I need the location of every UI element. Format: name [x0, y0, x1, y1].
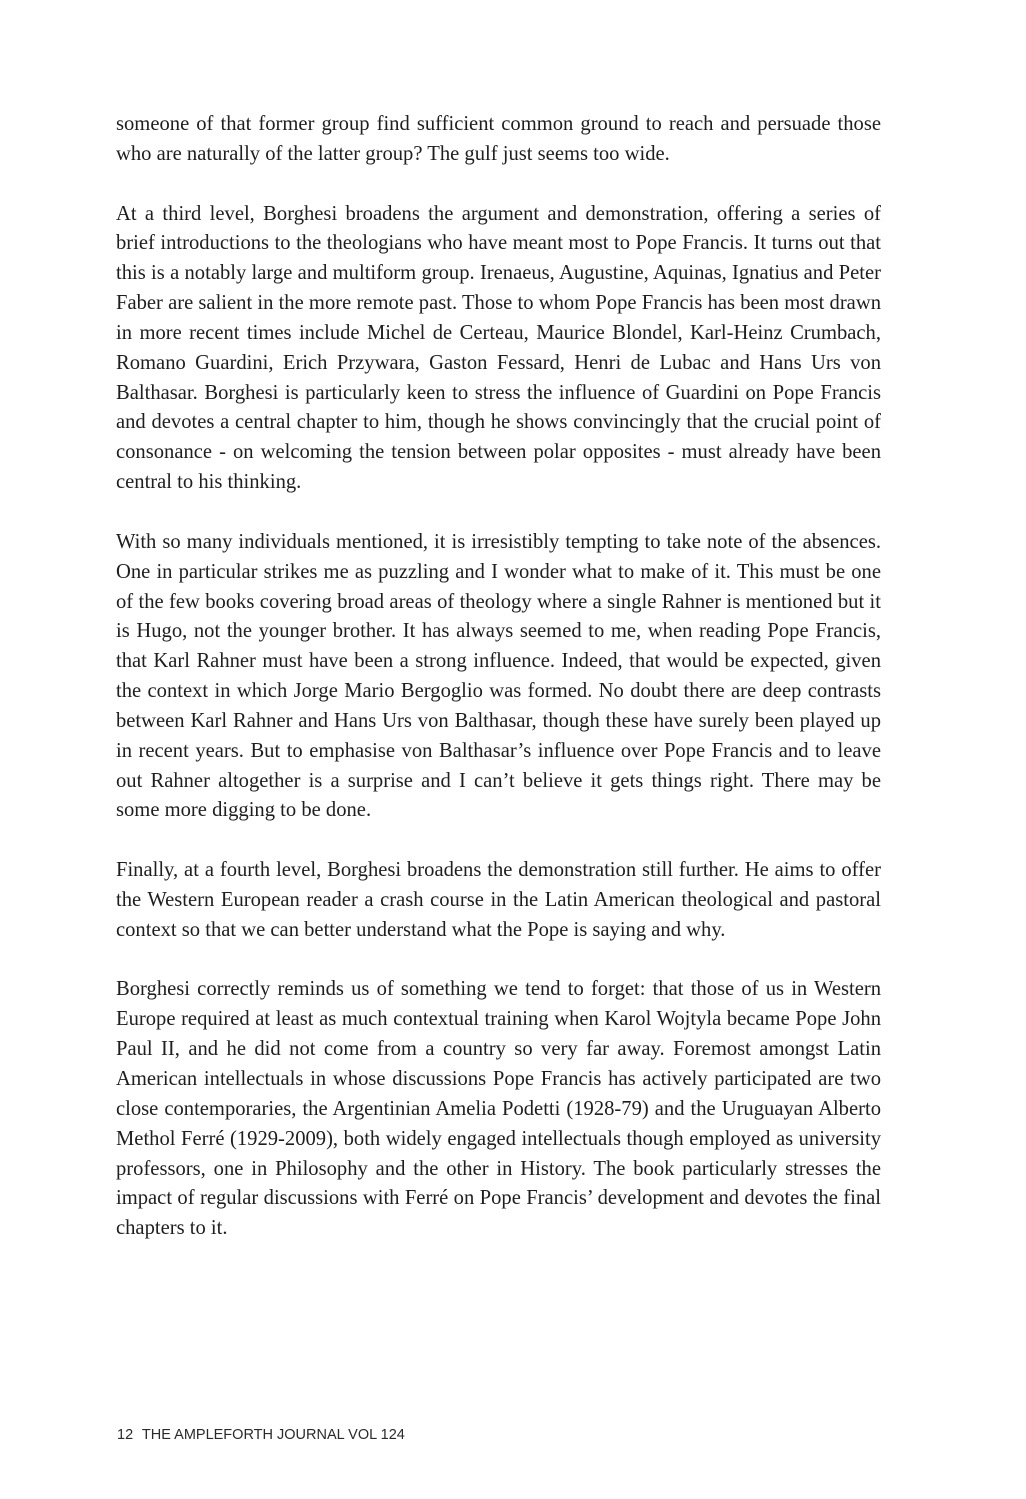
page-footer — [117, 1427, 405, 1443]
paragraph: Finally, at a fourth level, Borghesi broadens the demonstration still further. He aims to offer the Western European reader a crash course in the Latin American theological and pastoral context so that we can better understand what the Pope is saying and why. — [116, 859, 881, 941]
paragraph: At a third level, Borghesi broadens the argument and demonstration, offering a series of brief introductions to the theologians who have meant most to Pope Francis. It turns out that this is a notably large and multiform group. Irenaeus, Augustine, Aquinas, Ignatius and Peter Faber are salient in the more remote past. Those to whom Pope Francis has been most drawn in more recent times include Michel de Certeau, Maurice Blondel, Karl-Heinz Crumbach, Romano Guardini, Erich Przywara, Gaston Fessard, Henri de Lubac and Hans Urs von Balthasar. Borghesi is particularly keen to stress the influence of Guardini on Pope Francis and devotes a central chapter to him, though he shows convincingly that the crucial point of consonance - on welcoming the tension between polar opposites - must already have been central to his thinking. — [116, 202, 881, 494]
page-number: 12 — [117, 1427, 134, 1443]
running-title: THE AMPLEFORTH JOURNAL VOL 124 — [141, 1427, 405, 1443]
paragraph: someone of that former group find sufficient common ground to reach and persuade those who are naturally of the latter group? The gulf just seems too wide. — [116, 113, 881, 165]
paragraph: With so many individuals mentioned, it is irresistibly tempting to take note of the absences. One in particular strikes me as puzzling and I wonder what to make of it. This must be one of the few books covering broad areas of theology where a single Rahner is mentioned but it is Hugo, not the younger brother. It has always seemed to me, when reading Pope Francis, that Karl Rahner must have been a strong influence. Indeed, that would be expected, given the context in which Jorge Mario Bergoglio was formed. No doubt there are deep contrasts between Karl Rahner and Hans Urs von Balthasar, though these have surely been played up in recent years. But to emphasise von Balthasar’s influence over Pope Francis and to leave out Rahner altogether is a surprise and I can’t believe it gets things right. There may be some more digging to be done. — [116, 530, 881, 822]
article-body — [116, 110, 881, 1244]
paragraph: Borghesi correctly reminds us of something we tend to forget: that those of us in Western Europe required at least as much contextual training when Karol Wojtyla became Pope John Paul II, and he did not come from a country so very far away. Foremost amongst Latin American intellectuals in whose discussions Pope Francis has actively participated are two close contemporaries, the Argentinian Amelia Podetti (1928-79) and the Uruguayan Alberto Methol Ferré (1929-2009), both widely engaged intellectuals though employed as university professors, one in Philosophy and the other in History. The book particularly stresses the impact of regular discussions with Ferré on Pope Francis’ development and devotes the final chapters to it. — [116, 978, 881, 1240]
